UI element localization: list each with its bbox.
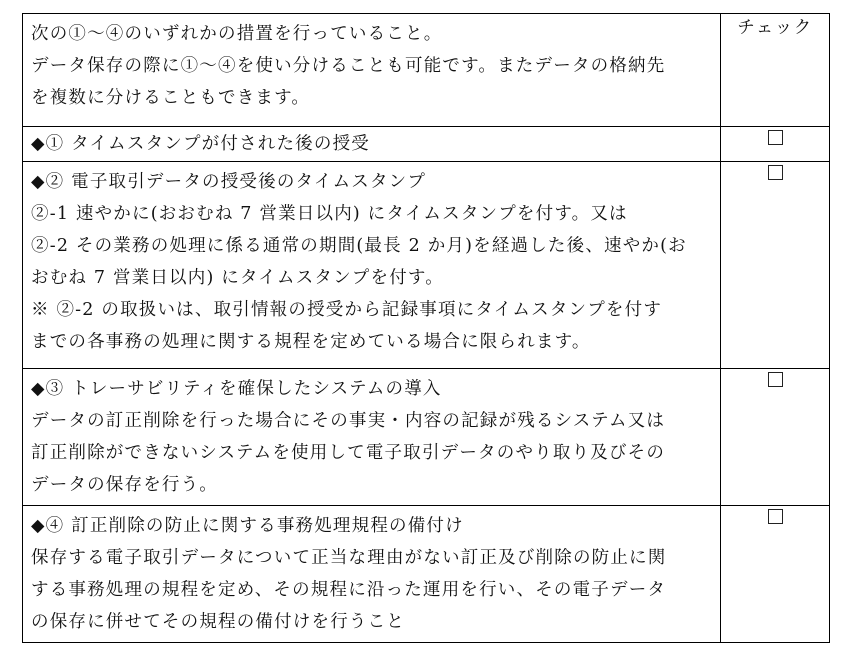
measure-2-note-line: までの各事務の処理に関する規程を定めている場合に限られます。	[31, 332, 591, 352]
measure-3-text	[23, 369, 720, 505]
measure-3-line: データの保存を行う。	[31, 475, 218, 495]
measure-1-text-cell	[23, 127, 721, 162]
measure-row-3	[23, 369, 830, 506]
check-column-label: チェック	[737, 18, 813, 38]
measure-2-note-line: ※ ②-2 の取扱いは、取引情報の授受から記録事項にタイムスタンプを付す	[31, 300, 663, 320]
header-line: 次の①～④のいずれかの措置を行っていること。	[31, 24, 443, 44]
measure-2-line: ②-1 速やかに(おおむね 7 営業日以内) にタイムスタンプを付す。又は	[31, 204, 628, 224]
measure-4-title: ◆④ 訂正削除の防止に関する事務処理規程の備付け	[31, 516, 464, 536]
measure-4-check-cell	[721, 506, 830, 643]
header-line: データ保存の際に①～④を使い分けることも可能です。またデータの格納先	[31, 56, 666, 76]
measure-3-line: データの訂正削除を行った場合にその事実・内容の記録が残るシステム又は	[31, 411, 666, 431]
measure-2-title: ◆② 電子取引データの授受後のタイムスタンプ	[31, 172, 427, 192]
measure-4-text-cell	[23, 506, 721, 643]
header-row	[23, 14, 830, 127]
measure-1-text	[23, 127, 720, 161]
measure-3-text-cell	[23, 369, 721, 506]
measure-3-check-cell	[721, 369, 830, 506]
measure-3-line: 訂正削除ができないシステムを使用して電子取引データのやり取り及びその	[31, 443, 666, 463]
measure-2-text	[23, 162, 720, 362]
header-text	[23, 14, 720, 118]
measure-row-1	[23, 127, 830, 162]
measures-checklist-table	[22, 13, 830, 643]
measure-2-checkbox[interactable]	[768, 165, 783, 180]
measure-4-checkbox[interactable]	[768, 509, 783, 524]
measure-2-line: おむね 7 営業日以内) にタイムスタンプを付す。	[31, 268, 444, 288]
measure-2-line: ②-2 その業務の処理に係る通常の期間(最長 2 か月)を経過した後、速やか(お	[31, 236, 687, 256]
measure-3-title: ◆③ トレーサビリティを確保したシステムの導入	[31, 379, 442, 399]
measure-row-4	[23, 506, 830, 643]
measure-4-text	[23, 506, 720, 642]
measure-1-title: ◆① タイムスタンプが付された後の授受	[31, 134, 370, 154]
measure-row-2	[23, 162, 830, 369]
measure-4-line: 保存する電子取引データについて正当な理由がない訂正及び削除の防止に関	[31, 548, 667, 568]
measure-4-line: する事務処理の規程を定め、その規程に沿った運用を行い、その電子データ	[31, 580, 667, 600]
header-line: を複数に分けることもできます。	[31, 88, 311, 108]
measure-2-check-cell	[721, 162, 830, 369]
measure-2-text-cell	[23, 162, 721, 369]
measure-1-checkbox[interactable]	[768, 130, 783, 145]
measure-1-check-cell	[721, 127, 830, 162]
header-text-cell	[23, 14, 721, 127]
measure-3-checkbox[interactable]	[768, 372, 783, 387]
measure-4-line: の保存に併せてその規程の備付けを行うこと	[31, 612, 405, 632]
check-column-header	[721, 14, 830, 127]
